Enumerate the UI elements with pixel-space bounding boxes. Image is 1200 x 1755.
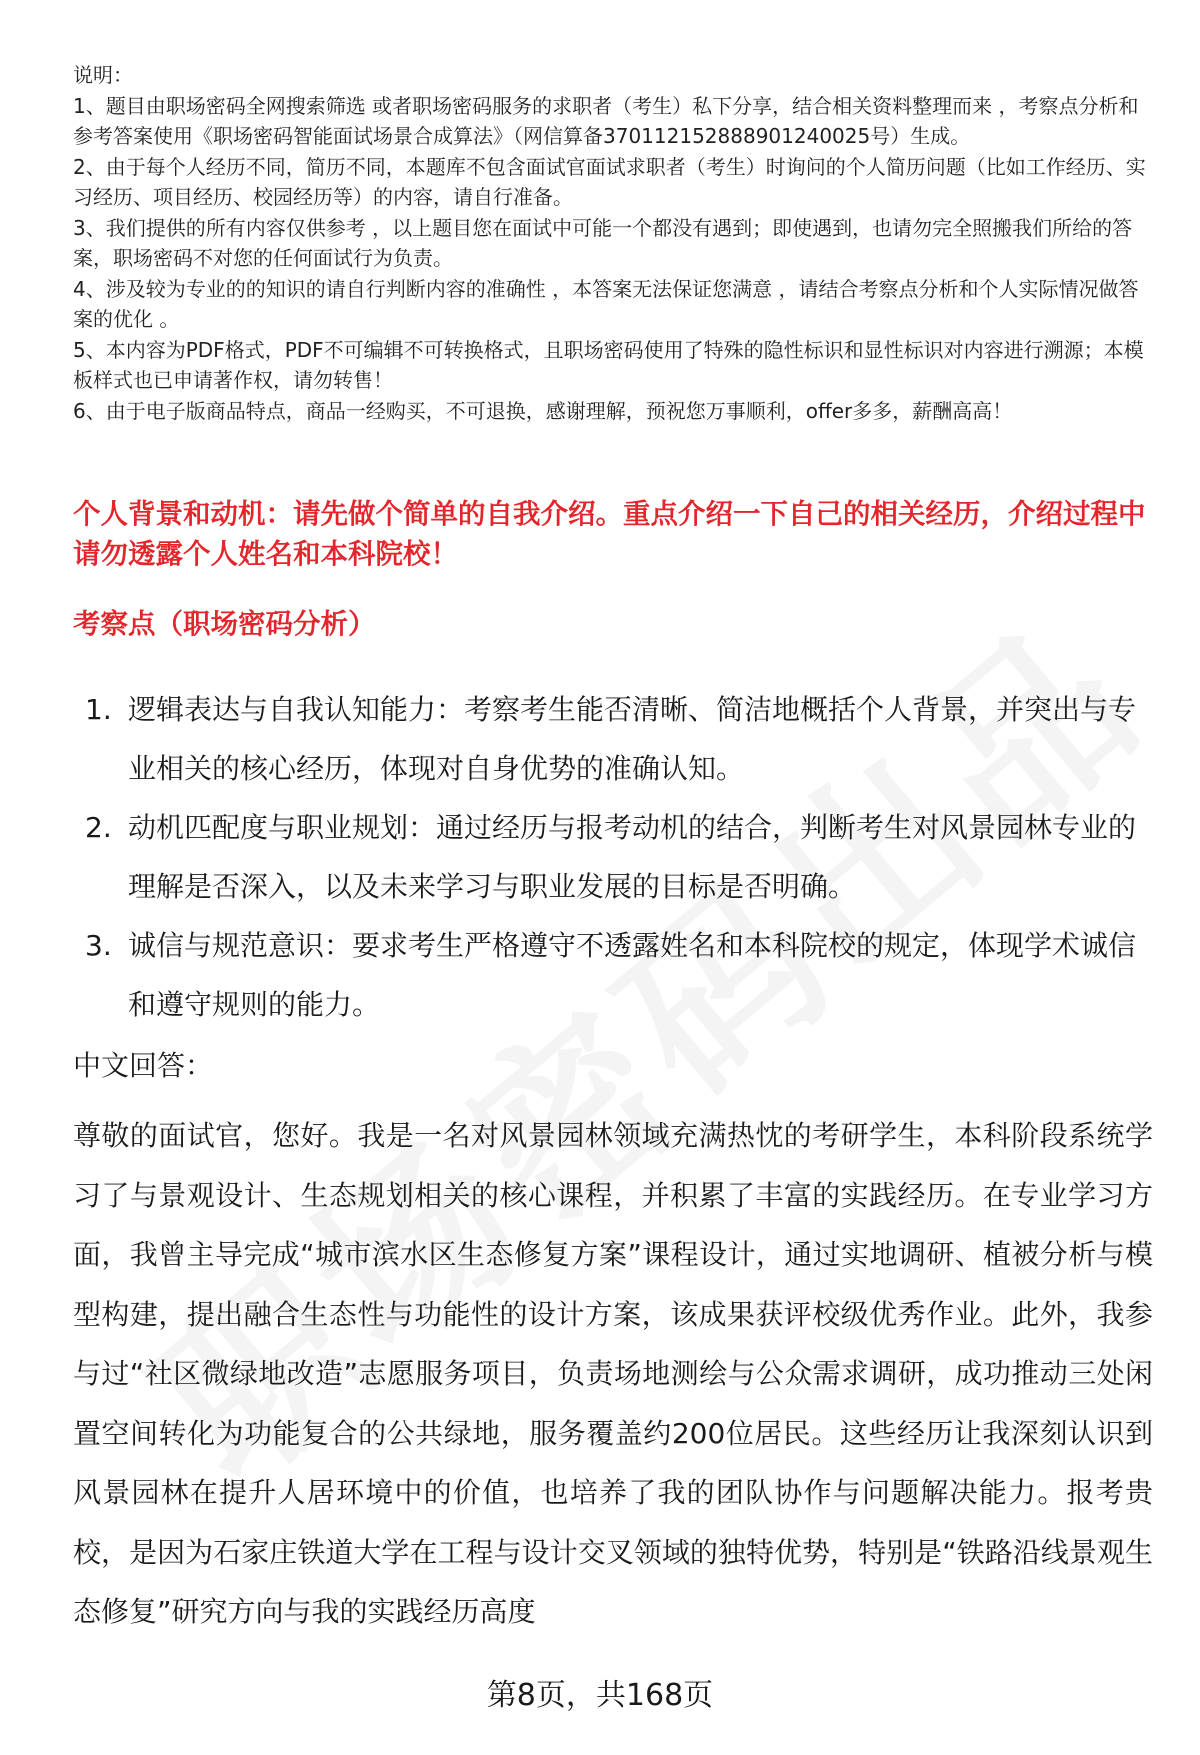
point-number: 1. — [85, 693, 112, 726]
note-item: 6、由于电子版商品特点，商品一经购买，不可退换，感谢理解，预祝您万事顺利，offer多多，薪酬高高！ — [73, 398, 1013, 423]
point-number: 3. — [85, 929, 112, 962]
note-item: 4、涉及较为专业的的知识的请自行判断内容的准确性 ，本答案无法保证您满意 ，请结合考察点分析和个人实际情况做答案的优化 。 — [73, 276, 1139, 331]
analysis-point — [73, 798, 1153, 916]
note-item: 3、我们提供的所有内容仅供参考 ，以上题目您在面试中可能一个都没有遇到；即使遇到，也请勿完全照搬我们所给的答案，职场密码不对您的任何面试行为负责。 — [73, 215, 1133, 270]
analysis-point — [73, 680, 1153, 798]
disclaimer-notes — [73, 60, 1153, 426]
point-text: 动机匹配度与职业规划：通过经历与报考动机的结合，判断考生对风景园林专业的理解是否深入，以及未来学习与职业发展的目标是否明确。 — [128, 811, 1137, 903]
answer-body: 尊敬的面试官，您好。我是一名对风景园林领域充满热忱的考研学生，本科阶段系统学习了与景观设计、生态规划相关的核心课程，并积累了丰富的实践经历。在专业学习方面，我曾主导完成“城市滨水区生态修复方案”课程设计，通过实地调研、植被分析与模型构建，提出融合生态性与功能性的设计方案，该成果获评校级优秀作业。此外，我参与过“社区微绿地改造”志愿服务项目，负责场地测绘与公众需求调研，成功推动三处闲置空间转化为功能复合的公共绿地，服务覆盖约200位居民。这些经历让我深刻认识到风景园林在提升人居环境中的价值，也培养了我的团队协作与问题解决能力。报考贵校，是因为石家庄铁道大学在工程与设计交叉领域的独特优势，特别是“铁路沿线景观生态修复”研究方向与我的实践经历高度 — [73, 1119, 1153, 1628]
page-number: 第8页，共168页 — [486, 1678, 714, 1713]
interview-question: 个人背景和动机：请先做个简单的自我介绍。重点介绍一下自己的相关经历，介绍过程中请勿透露个人姓名和本科院校！ — [73, 498, 1146, 570]
analysis-title: 考察点（职场密码分析） — [73, 608, 376, 640]
notes-heading: 说明： — [73, 63, 133, 87]
point-text: 诚信与规范意识：要求考生严格遵守不透露姓名和本科院校的规定，体现学术诚信和遵守规则的能力。 — [128, 929, 1137, 1021]
point-number: 2. — [85, 811, 112, 844]
note-item: 5、本内容为PDF格式，PDF不可编辑不可转换格式，且职场密码使用了特殊的隐性标识和显性标识对内容进行溯源；本模板样式也已申请著作权，请勿转售！ — [73, 337, 1144, 392]
analysis-points — [73, 680, 1153, 1034]
analysis-point — [73, 916, 1153, 1034]
note-item: 1、题目由职场密码全网搜索筛选 或者职场密码服务的求职者（考生）私下分享，结合相关资料整理而来 ，考察点分析和参考答案使用《职场密码智能面试场景合成算法》（网信算备370112152888901240025号）生成。 — [73, 93, 1139, 148]
point-text: 逻辑表达与自我认知能力：考察考生能否清晰、简洁地概括个人背景，并突出与专业相关的核心经历，体现对自身优势的准确认知。 — [128, 693, 1137, 785]
note-item: 2、由于每个人经历不同，简历不同，本题库不包含面试官面试求职者（考生）时询问的个人简历问题（比如工作经历、实习经历、项目经历、校园经历等）的内容，请自行准备。 — [73, 154, 1146, 209]
answer-title: 中文回答： — [73, 1049, 214, 1082]
